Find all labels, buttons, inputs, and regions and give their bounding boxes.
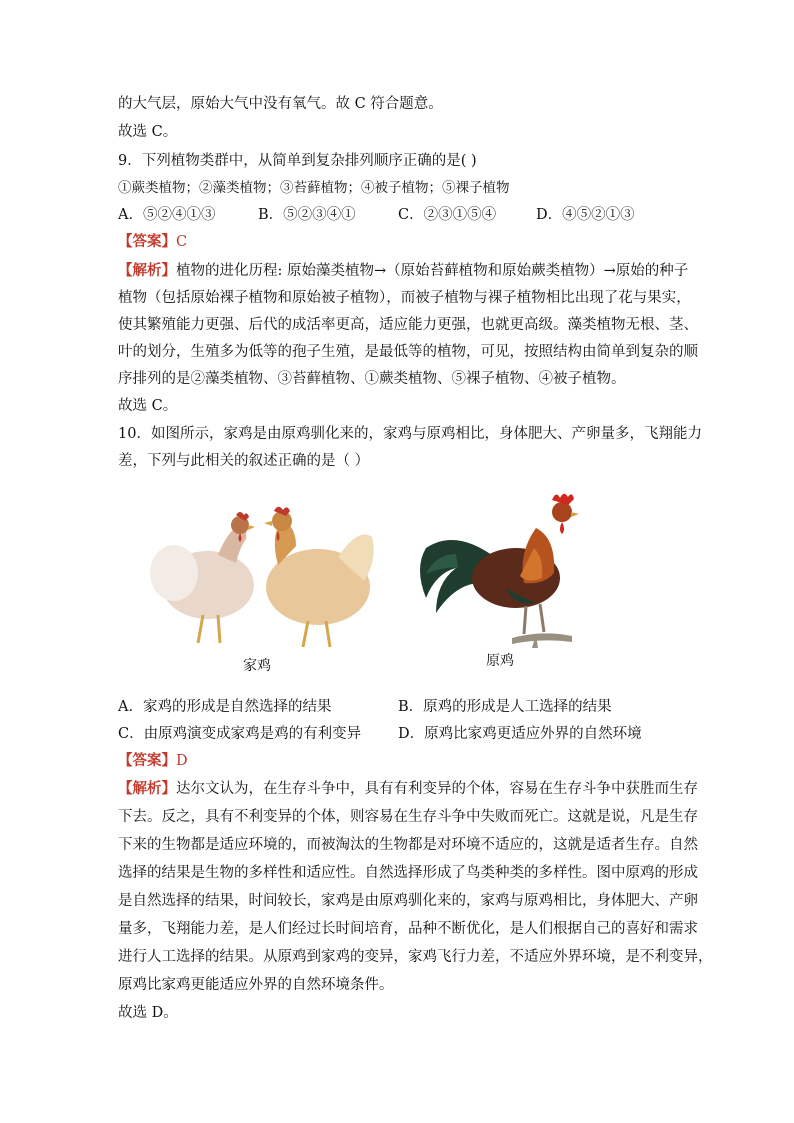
q10-answer-tag: 【答案】: [118, 752, 176, 769]
q10-option-b: B．原鸡的形成是人工选择的结果: [398, 699, 612, 715]
q9-stem: 9．下列植物类群中，从简单到复杂排列顺序正确的是( ): [118, 153, 477, 169]
q9-option-b: B．⑤②③④①: [258, 207, 356, 223]
q9-analysis-line-4: 叶的划分，生殖多为低等的孢子生殖，是最低等的植物，可见，按照结构由简单到复杂的顺: [118, 344, 698, 360]
q9-choose: 故选 C。: [118, 398, 178, 414]
q10-analysis-line-2: 下去。反之，具有不利变异的个体，则容易在生存斗争中失败而死亡。这就是说，凡是生存: [118, 809, 698, 825]
q9-answer-value: C: [176, 234, 188, 250]
q10-analysis-tag: 【解析】: [118, 780, 176, 797]
q10-option-a: A．家鸡的形成是自然选择的结果: [118, 699, 332, 715]
q10-option-d: D．原鸡比家鸡更适应外界的自然环境: [398, 726, 642, 742]
q10-analysis-line-1: 【解析】达尔文认为，在生存斗争中，具有有利变异的个体，容易在生存斗争中获胜而生存: [118, 780, 698, 797]
q9-option-a: A．⑤②④①③: [118, 207, 216, 223]
intro-text: 的大气层，原始大气中没有氧气。故 C 符合题意。: [118, 96, 443, 112]
q10-choose: 故选 D。: [118, 1005, 178, 1021]
q10-analysis-line-8: 原鸡比家鸡更能适应外界的自然环境条件。: [118, 977, 394, 993]
q9-option-c: C．②③①⑤④: [398, 207, 497, 223]
q9-analysis-line-5: 序排列的是②藻类植物、③苔藓植物、①蕨类植物、⑤裸子植物、④被子植物。: [118, 371, 626, 387]
q9-answer: [118, 232, 187, 252]
q10-stem-line-1: 10．如图所示，家鸡是由原鸡驯化来的，家鸡与原鸡相比，身体肥大、产卵量多，飞翔能力: [118, 426, 702, 442]
q9-option-d: D．④⑤②①③: [536, 207, 635, 223]
q10-analysis-line-3: 下来的生物都是适应环境的，而被淘汰的生物都是对环境不适应的，这就是适者生存。自然: [118, 837, 698, 853]
q10-answer-value: D: [176, 753, 188, 769]
q9-answer-tag: 【答案】: [118, 233, 176, 250]
q10-option-c: C．由原鸡演变成家鸡是鸡的有利变异: [118, 726, 362, 742]
q10-analysis-line-6: 量多，飞翔能力差，是人们经过长时间培育，品种不断优化，是人们根据自己的喜好和需求: [118, 921, 698, 937]
domestic-chicken-image: [148, 495, 380, 655]
q9-analysis-line-2: 植物（包括原始裸子植物和原始被子植物），而被子植物与裸子植物相比出现了花与果实，: [118, 290, 691, 306]
q9-analysis-line-3: 使其繁殖能力更强、后代的成活率更高，适应能力更强，也就更高级。藻类植物无根、茎、: [118, 317, 698, 333]
q10-analysis-line-4: 选择的结果是生物的多样性和适应性。自然选择形成了鸟类种类的多样性。图中原鸡的形成: [118, 865, 698, 881]
intro-choose: 故选 C。: [118, 124, 178, 140]
q10-analysis-line-7: 进行人工选择的结果。从原鸡到家鸡的变异，家鸡飞行力差，不适应外界环境，是不利变异，: [118, 949, 713, 965]
wild-chicken-image: [416, 488, 582, 650]
domestic-chicken-caption: 家鸡: [243, 658, 271, 674]
q9-analysis-tag: 【解析】: [118, 262, 176, 279]
q10-analysis-line-5: 是自然选择的结果，时间较长，家鸡是由原鸡驯化来的，家鸡与原鸡相比，身体肥大、产卵: [118, 893, 698, 909]
q9-items: ①蕨类植物；②藻类植物；③苔藓植物；④被子植物；⑤裸子植物: [118, 180, 510, 196]
q10-answer: [118, 751, 188, 771]
wild-chicken-caption: 原鸡: [486, 653, 514, 669]
q9-analysis-line-1: 【解析】植物的进化历程: 原始藻类植物→（原始苔藓植物和原始蕨类植物）→原始的种子: [118, 262, 689, 279]
q10-stem-line-2: 差，下列与此相关的叙述正确的是（ ）: [118, 453, 370, 469]
